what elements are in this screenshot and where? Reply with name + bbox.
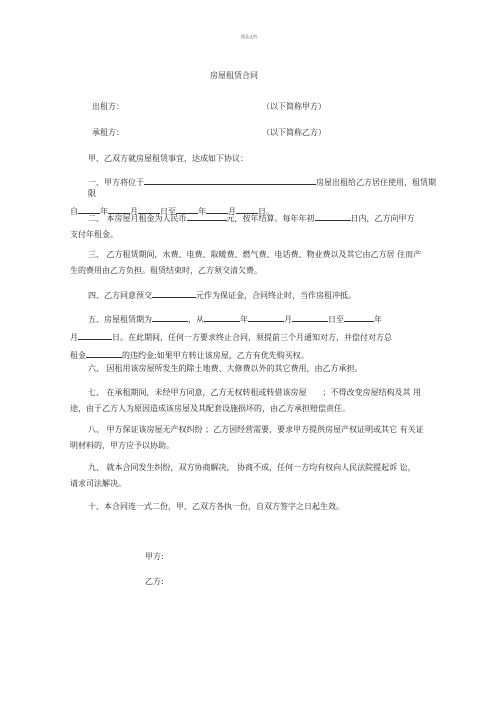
party-a-signature: 甲方: — [145, 552, 164, 561]
clause-9: 九、 就本合同发生纠纷，双方协商解决， 协商不成，任何一方均有权向人民法院提起诉 讼， 请求司法解决。 — [70, 463, 416, 488]
penalty-blank — [86, 348, 122, 358]
clause-4: 四、乙方同意预交 元作为保证金，合同终止时，当作房租冲抵。 — [70, 288, 440, 301]
agreement-intro: 甲、乙双方就房屋租赁事宜，达成如下协议： — [88, 154, 248, 163]
clause-1: 一、甲方将位于 房屋出租给乙方居住使用，租赁期限 自 年 月 日至 年 月 日。 — [70, 175, 440, 217]
clause-10: 十、本合同连一式二份，甲、乙双方各执一份，自双方签字之日起生效。 — [88, 502, 344, 511]
party-b-signature: 乙方: — [145, 577, 164, 586]
payment-days-blank — [315, 211, 351, 221]
monthly-rent-blank — [187, 211, 227, 221]
term-start-month-blank — [248, 312, 284, 322]
clause-5: 五、房屋租赁期为 ，从 年 月 日至 年 月 日。在此期间，任何一方要求终止合同，须提前三个月通知对方，并偿付对方总 租金 的违约金;如果甲方转让该房屋，乙方有优先购买权。 — [70, 312, 440, 361]
lessee-label: 承租方： — [92, 128, 124, 137]
deposit-blank — [152, 288, 196, 298]
page-header: 精品文档 — [241, 34, 257, 39]
lessor-label: 出租方： — [92, 102, 124, 111]
lessee-note: （以下简称乙方） — [262, 128, 326, 137]
clause-3: 三、 乙方租赁期间，水费、电费、取暖费、燃气费、电话费、物业费以及其它由乙方居 住而产 生的费用由乙方负担。租赁结束时，乙方须交清欠费。 — [70, 250, 422, 275]
lease-term-blank — [152, 312, 188, 322]
lessor-note: （以下简称甲方） — [262, 102, 326, 111]
document-title: 房屋租赁合同 — [210, 71, 258, 80]
term-end-month-blank — [78, 330, 112, 340]
term-start-day-blank — [292, 312, 328, 322]
clause-2: 二、 本房屋月租金为人民币 元，按年结算。每年年初 日内，乙方向甲方 支付年租金。 — [70, 211, 440, 240]
term-end-year-blank — [344, 312, 374, 322]
clause-8: 八、 甲方保证该房屋无产权纠纷 ；乙方因经营需要，要求甲方提供房屋产权证明或其它 有关证 明材料的，甲方应予以协助。 — [70, 425, 424, 450]
property-address-blank — [144, 175, 316, 185]
clause-6: 六、 因租用该房屋所发生的除土地费、大修费以外的其它费用，由乙方承担。 — [88, 364, 363, 373]
clause-7: 七、 在承租期间，未经甲方同意，乙方无权转租或转借该房屋 ；不得改变房屋结构及其 用 途，由于乙方人为原因造成该房屋及其配套设施损坏的，由乙方承担赔偿责任。 — [70, 388, 422, 413]
term-start-year-blank — [204, 312, 240, 322]
